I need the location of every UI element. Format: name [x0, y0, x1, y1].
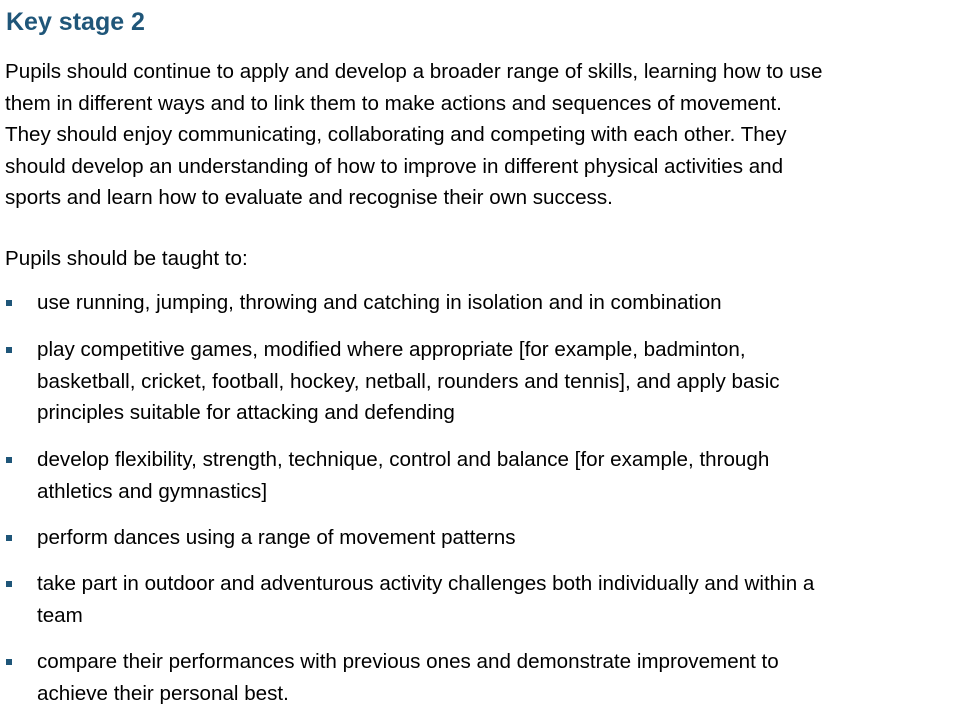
bullet-line: perform dances using a range of movement patterns: [37, 522, 516, 554]
intro-paragraph: [5, 56, 967, 214]
bullet-line: compare their performances with previous ones and demonstrate improvement to: [37, 646, 779, 678]
bullet-text: [37, 334, 780, 429]
square-bullet-icon: [6, 347, 12, 353]
bullet-text: [37, 444, 769, 507]
bullet-text: [37, 646, 779, 709]
intro-line: They should enjoy communicating, collaborating and competing with each other. They: [5, 119, 967, 151]
bullet-line: achieve their personal best.: [37, 678, 779, 709]
section-heading: Key stage 2: [6, 7, 145, 37]
bullet-line: play competitive games, modified where appropriate [for example, badminton,: [37, 334, 780, 366]
intro-line: should develop an understanding of how to improve in different physical activities and: [5, 151, 967, 183]
bullet-line: take part in outdoor and adventurous activity challenges both individually and within a: [37, 568, 814, 600]
square-bullet-icon: [6, 300, 12, 306]
bullet-text: [37, 287, 722, 319]
bullet-text: [37, 568, 814, 631]
square-bullet-icon: [6, 535, 12, 541]
square-bullet-icon: [6, 457, 12, 463]
bullet-line: principles suitable for attacking and defending: [37, 397, 780, 429]
taught-intro: Pupils should be taught to:: [5, 243, 248, 275]
bullet-line: use running, jumping, throwing and catching in isolation and in combination: [37, 287, 722, 319]
bullet-line: athletics and gymnastics]: [37, 476, 769, 508]
square-bullet-icon: [6, 659, 12, 665]
bullet-text: [37, 522, 516, 554]
square-bullet-icon: [6, 581, 12, 587]
bullet-line: team: [37, 600, 814, 632]
bullet-line: develop flexibility, strength, technique, control and balance [for example, through: [37, 444, 769, 476]
bullet-line: basketball, cricket, football, hockey, netball, rounders and tennis], and apply basic: [37, 366, 780, 398]
intro-line: them in different ways and to link them to make actions and sequences of movement.: [5, 88, 967, 120]
intro-line: sports and learn how to evaluate and recognise their own success.: [5, 182, 967, 214]
intro-line: Pupils should continue to apply and develop a broader range of skills, learning how to use: [5, 56, 967, 88]
